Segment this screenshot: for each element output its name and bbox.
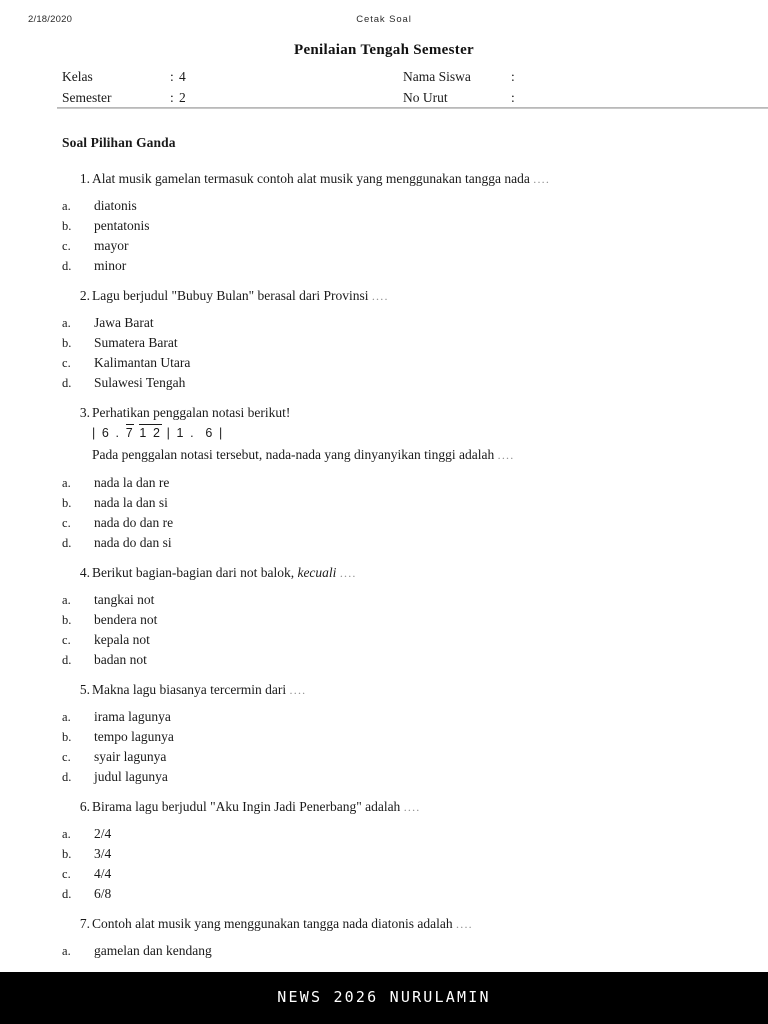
question-header bbox=[62, 563, 768, 583]
question-ellipsis: .... bbox=[403, 800, 421, 814]
option-letter: b . bbox=[62, 333, 76, 353]
question-header bbox=[62, 914, 768, 934]
option-item[interactable] bbox=[62, 844, 768, 864]
option-text: 6/8 bbox=[94, 886, 112, 901]
student-info-right-column bbox=[403, 66, 520, 108]
notation-overline-note-7: 7 bbox=[125, 426, 135, 440]
option-item[interactable] bbox=[62, 513, 768, 533]
option-text: nada la dan re bbox=[94, 475, 170, 490]
question-number: 4 . bbox=[62, 563, 90, 583]
question-number: 1 . bbox=[62, 169, 90, 189]
option-item[interactable] bbox=[62, 373, 768, 393]
question-text: Birama lagu berjudul "Aku Ingin Jadi Penerbang" adalah .... bbox=[92, 799, 421, 814]
option-text: nada do dan si bbox=[94, 535, 172, 550]
option-letter: b . bbox=[62, 844, 76, 864]
option-letter: c . bbox=[62, 353, 76, 373]
option-text: gamelan dan kendang bbox=[94, 943, 212, 958]
question-text: Berikut bagian-bagian dari not balok, kecuali .... bbox=[92, 565, 357, 580]
print-date: 2/18/2020 bbox=[28, 14, 73, 25]
question-number: 6 . bbox=[62, 797, 90, 817]
option-letter: d . bbox=[62, 533, 76, 553]
question-text: Makna lagu biasanya tercermin dari .... bbox=[92, 682, 307, 697]
question-item bbox=[0, 914, 768, 961]
option-text: judul lagunya bbox=[94, 769, 168, 784]
option-item[interactable] bbox=[62, 353, 768, 373]
option-text: pentatonis bbox=[94, 218, 150, 233]
question-ellipsis: .... bbox=[289, 683, 307, 697]
question-subtext: Pada penggalan notasi tersebut, nada-nada yang dinyanyikan tinggi adalah .... bbox=[92, 447, 515, 462]
option-text: irama lagunya bbox=[94, 709, 171, 724]
question-item bbox=[0, 286, 768, 393]
option-letter: b . bbox=[62, 216, 76, 236]
option-text: 4/4 bbox=[94, 866, 112, 881]
option-item[interactable] bbox=[62, 610, 768, 630]
option-letter: c . bbox=[62, 630, 76, 650]
option-letter: b . bbox=[62, 610, 76, 630]
option-list bbox=[62, 824, 768, 904]
option-letter: c . bbox=[62, 864, 76, 884]
question-item bbox=[0, 403, 768, 553]
question-number: 7 . bbox=[62, 914, 90, 934]
field-semester-value: 2 bbox=[179, 90, 186, 105]
option-list bbox=[62, 196, 768, 276]
option-letter: c . bbox=[62, 236, 76, 256]
option-list bbox=[62, 590, 768, 670]
question-header bbox=[62, 797, 768, 817]
option-item[interactable] bbox=[62, 747, 768, 767]
option-item[interactable] bbox=[62, 256, 768, 276]
option-item[interactable] bbox=[62, 493, 768, 513]
option-letter: d . bbox=[62, 373, 76, 393]
question-text: Perhatikan penggalan notasi berikut! bbox=[92, 405, 291, 420]
footer-watermark-text: NEWS 2026 NURULAMIN bbox=[277, 988, 491, 1006]
notation-segment-plain-end: | 1 . 6 | bbox=[161, 426, 224, 440]
option-text: kepala not bbox=[94, 632, 150, 647]
question-header bbox=[62, 169, 768, 189]
question-ellipsis: .... bbox=[339, 566, 357, 580]
option-item[interactable] bbox=[62, 473, 768, 493]
option-list bbox=[62, 941, 768, 961]
option-text: 3/4 bbox=[94, 846, 112, 861]
field-no-urut-label: No Urut bbox=[403, 90, 448, 105]
option-text: badan not bbox=[94, 652, 147, 667]
field-kelas-label: Kelas bbox=[62, 69, 93, 84]
option-text: Sulawesi Tengah bbox=[94, 375, 186, 390]
option-item[interactable] bbox=[62, 630, 768, 650]
question-text: Contoh alat musik yang menggunakan tangga nada diatonis adalah .... bbox=[92, 916, 473, 931]
option-letter: a . bbox=[62, 824, 76, 844]
notation-overline-note-1-2: 1 2 bbox=[139, 426, 162, 440]
option-letter: a . bbox=[62, 313, 76, 333]
option-item[interactable] bbox=[62, 864, 768, 884]
field-kelas-value: 4 bbox=[179, 69, 186, 84]
option-text: Jawa Barat bbox=[94, 315, 154, 330]
option-text: minor bbox=[94, 258, 127, 273]
option-letter: d . bbox=[62, 884, 76, 904]
option-item[interactable] bbox=[62, 236, 768, 256]
option-letter: c . bbox=[62, 513, 76, 533]
header-divider bbox=[57, 107, 768, 109]
option-letter: a . bbox=[62, 196, 76, 216]
option-letter: b . bbox=[62, 727, 76, 747]
option-letter: c . bbox=[62, 747, 76, 767]
option-letter: a . bbox=[62, 473, 76, 493]
field-nama-siswa-label: Nama Siswa bbox=[403, 69, 471, 84]
field-no-urut-separator: : bbox=[511, 90, 515, 105]
field-kelas bbox=[62, 66, 186, 87]
option-item[interactable] bbox=[62, 216, 768, 236]
question-item bbox=[0, 797, 768, 904]
option-item[interactable] bbox=[62, 767, 768, 787]
option-item[interactable] bbox=[62, 590, 768, 610]
field-semester-label: Semester bbox=[62, 90, 112, 105]
field-semester bbox=[62, 87, 186, 108]
option-item[interactable] bbox=[62, 884, 768, 904]
notation-segment-plain-start: | 6 . bbox=[92, 426, 126, 440]
question-header bbox=[62, 680, 768, 700]
option-list bbox=[62, 313, 768, 393]
question-number: 5 . bbox=[62, 680, 90, 700]
field-semester-separator: : bbox=[170, 90, 174, 105]
question-number: 3 . bbox=[62, 403, 90, 423]
option-list bbox=[62, 473, 768, 553]
option-item[interactable] bbox=[62, 533, 768, 553]
option-text: 2/4 bbox=[94, 826, 112, 841]
option-text: bendera not bbox=[94, 612, 158, 627]
question-text: Alat musik gamelan termasuk contoh alat musik yang menggunakan tangga nada .... bbox=[92, 171, 551, 186]
option-item[interactable] bbox=[62, 941, 768, 961]
option-item[interactable] bbox=[62, 707, 768, 727]
option-item[interactable] bbox=[62, 313, 768, 333]
field-nama-siswa-separator: : bbox=[511, 69, 515, 84]
question-header bbox=[62, 403, 768, 423]
print-document-title: Cetak Soal bbox=[356, 14, 412, 25]
option-letter: b . bbox=[62, 493, 76, 513]
question-subtext-ellipsis: .... bbox=[497, 448, 515, 462]
page-title: Penilaian Tengah Semester bbox=[293, 42, 474, 58]
option-letter: a . bbox=[62, 590, 76, 610]
field-no-urut bbox=[403, 87, 520, 108]
question-list bbox=[0, 169, 768, 971]
question-ellipsis: .... bbox=[371, 289, 389, 303]
option-letter: a . bbox=[62, 707, 76, 727]
question-text: Lagu berjudul "Bubuy Bulan" berasal dari Provinsi .... bbox=[92, 288, 389, 303]
question-item bbox=[0, 680, 768, 787]
option-item[interactable] bbox=[62, 333, 768, 353]
option-letter: d . bbox=[62, 767, 76, 787]
footer-bar bbox=[0, 972, 768, 1024]
option-list bbox=[62, 707, 768, 787]
question-number: 2 . bbox=[62, 286, 90, 306]
option-text: nada la dan si bbox=[94, 495, 168, 510]
field-kelas-separator: : bbox=[170, 69, 174, 84]
option-text: Kalimantan Utara bbox=[94, 355, 191, 370]
option-text: diatonis bbox=[94, 198, 137, 213]
option-item[interactable] bbox=[62, 727, 768, 747]
option-text: tangkai not bbox=[94, 592, 155, 607]
option-letter: d . bbox=[62, 256, 76, 276]
option-item[interactable] bbox=[62, 650, 768, 670]
question-item bbox=[0, 563, 768, 670]
question-item bbox=[0, 169, 768, 276]
field-nama-siswa bbox=[403, 66, 520, 87]
option-text: Sumatera Barat bbox=[94, 335, 178, 350]
option-item[interactable] bbox=[62, 824, 768, 844]
question-text-emphasis: kecuali bbox=[297, 565, 337, 580]
student-info-block bbox=[0, 66, 768, 108]
question-ellipsis: .... bbox=[456, 917, 473, 931]
section-heading-pilihan-ganda: Soal Pilihan Ganda bbox=[62, 135, 176, 150]
option-text: mayor bbox=[94, 238, 129, 253]
option-text: nada do dan re bbox=[94, 515, 174, 530]
option-letter: d . bbox=[62, 650, 76, 670]
option-text: syair lagunya bbox=[94, 749, 167, 764]
option-letter: a . bbox=[62, 941, 76, 961]
music-notation bbox=[92, 423, 768, 444]
question-header bbox=[62, 286, 768, 306]
question-ellipsis: .... bbox=[533, 172, 551, 186]
option-item[interactable] bbox=[62, 196, 768, 216]
student-info-left-column bbox=[62, 66, 186, 108]
option-text: tempo lagunya bbox=[94, 729, 174, 744]
